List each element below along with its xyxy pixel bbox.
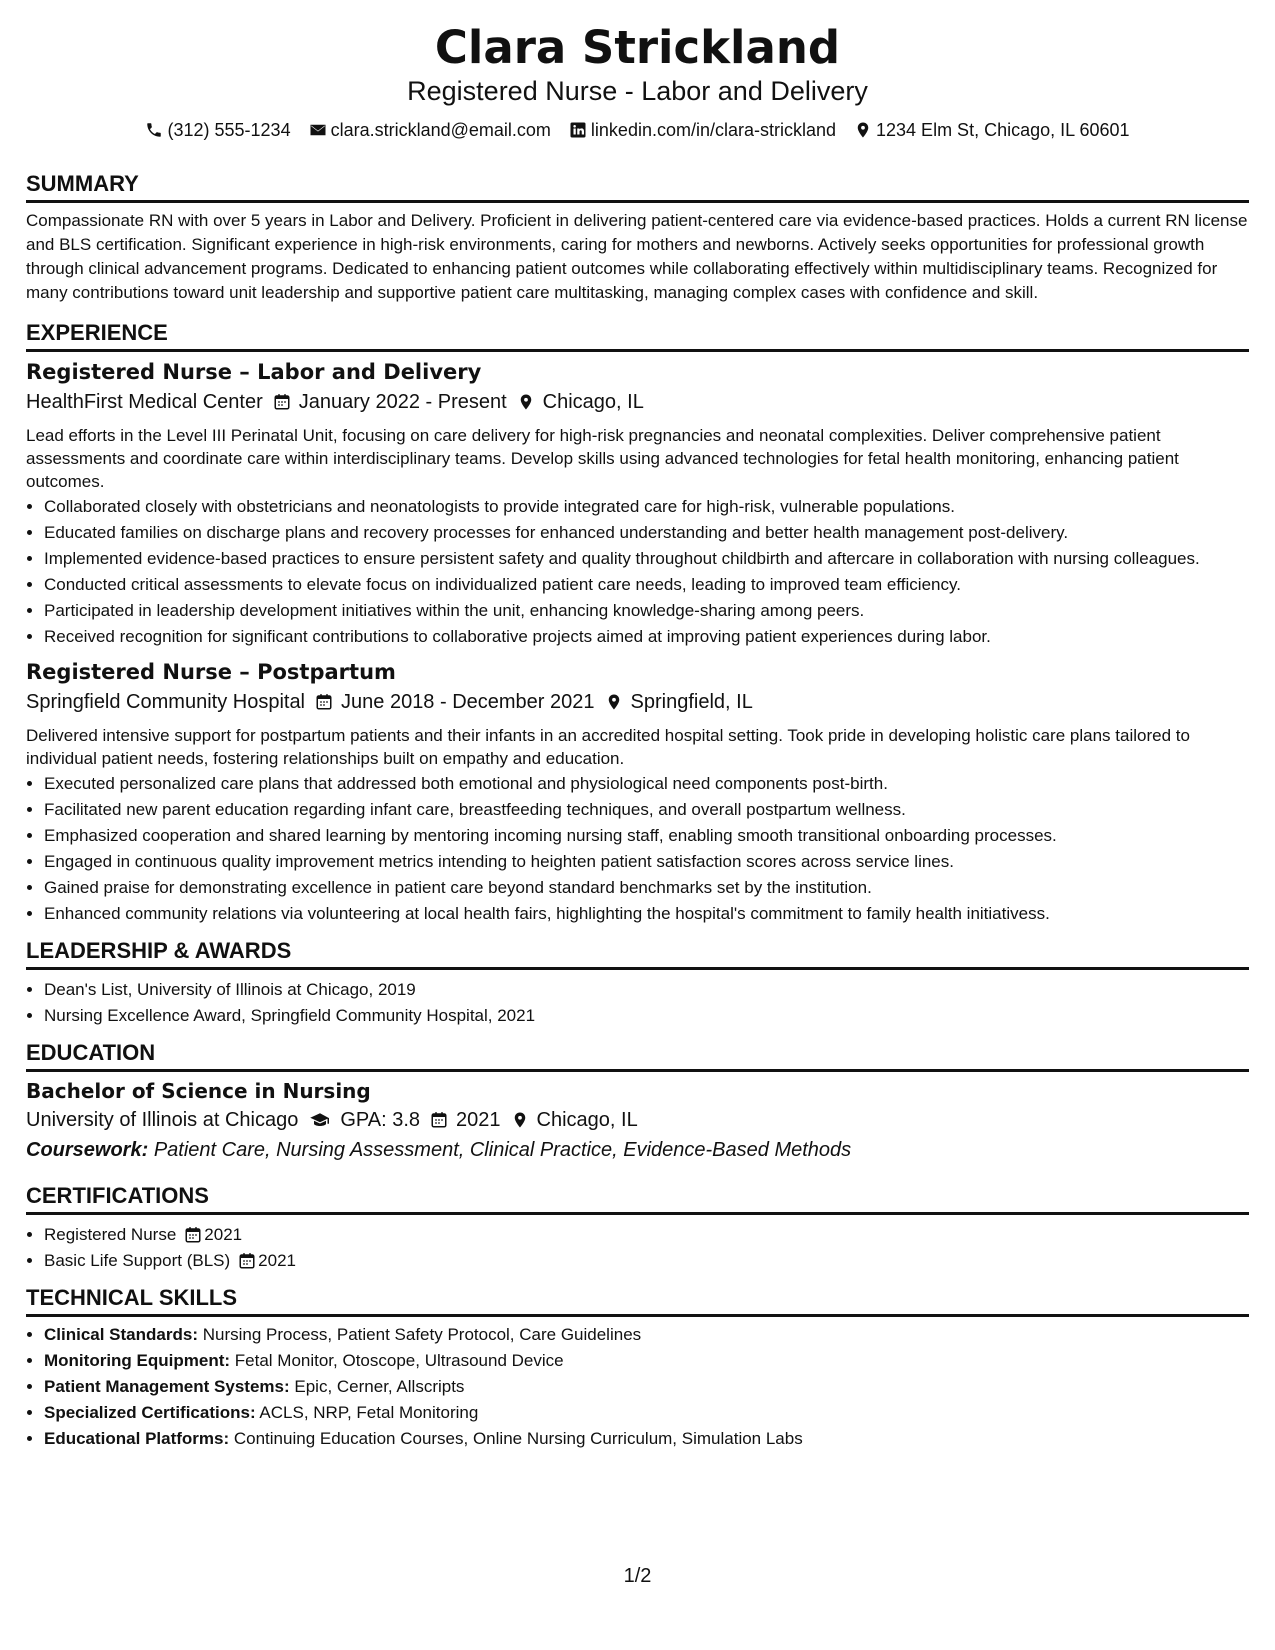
cert-date xyxy=(184,1223,242,1246)
list-item xyxy=(44,1427,1249,1450)
contact-bar xyxy=(26,118,1249,142)
skill-label: Educational Platforms: xyxy=(44,1429,230,1448)
list-item: • Gained praise for demonstrating excellence in patient care beyond standard benchmarks set by the institution. xyxy=(44,876,1249,899)
job-meta xyxy=(26,388,1249,416)
summary-section xyxy=(26,170,1249,305)
envelope-icon xyxy=(309,121,327,139)
list-item: • Educated families on discharge plans and recovery processes for enhanced understanding and better health management post-delivery. xyxy=(44,521,1249,544)
cert-date xyxy=(238,1249,296,1272)
list-item xyxy=(44,1223,1249,1246)
contact-email[interactable] xyxy=(309,118,551,142)
awards-list xyxy=(26,978,1249,1027)
school-name: University of Illinois at Chicago xyxy=(26,1109,299,1131)
skill-value: Nursing Process, Patient Safety Protocol, Care Guidelines xyxy=(202,1325,642,1344)
cert-name: • Registered Nurse xyxy=(44,1225,177,1244)
job-location xyxy=(517,388,644,416)
job-dates xyxy=(273,388,507,416)
experience-section xyxy=(26,319,1249,925)
education-year xyxy=(430,1106,501,1134)
calendar-icon xyxy=(315,693,333,711)
skills-list xyxy=(26,1323,1249,1450)
candidate-name: Clara Strickland xyxy=(434,21,841,74)
job-location xyxy=(605,688,753,716)
skill-value: Epic, Cerner, Allscripts xyxy=(294,1377,465,1396)
job-meta xyxy=(26,688,1249,716)
resume-header xyxy=(26,22,1249,142)
calendar-icon xyxy=(238,1252,256,1270)
map-pin-icon xyxy=(517,393,535,411)
job-entry xyxy=(26,358,1249,648)
coursework-label: Coursework: xyxy=(26,1139,149,1161)
awards-section xyxy=(26,937,1249,1027)
skill-label: Patient Management Systems: xyxy=(44,1377,290,1396)
list-item: • Received recognition for significant contributions to collaborative projects aimed at improving patient experiences during labor. xyxy=(44,625,1249,648)
job-description: Lead efforts in the Level III Perinatal Unit, focusing on care delivery for high-risk pregnancies and neonatal complexities. Deliver comprehensive patient assessments and coordinate care within interdisciplinary teams. Develop skills using advanced technologies for fetal health monitoring, enhancing patient outcomes. xyxy=(26,426,1179,491)
list-item: • Participated in leadership development initiatives within the unit, enhancing knowledge-sharing among peers. xyxy=(44,599,1249,622)
list-item: • Collaborated closely with obstetricians and neonatologists to provide integrated care for high-risk, vulnerable populations. xyxy=(44,495,1249,518)
map-pin-icon xyxy=(511,1111,529,1129)
job-location-text: Springfield, IL xyxy=(630,691,753,713)
phone-icon xyxy=(145,121,163,139)
list-item: • Dean's List, University of Illinois at Chicago, 2019 xyxy=(44,978,1249,1001)
certifications-section xyxy=(26,1182,1249,1272)
calendar-icon xyxy=(184,1226,202,1244)
job-title: Registered Nurse – Labor and Delivery xyxy=(26,360,482,384)
job-bullets xyxy=(26,772,1249,925)
job-bullets xyxy=(26,495,1249,648)
section-title-certifications: CERTIFICATIONS xyxy=(26,1182,1249,1215)
year-text: 2021 xyxy=(456,1109,501,1131)
list-item xyxy=(44,1249,1249,1272)
skill-value: Fetal Monitor, Otoscope, Ultrasound Device xyxy=(234,1351,564,1370)
list-item: • Enhanced community relations via volunteering at local health fairs, highlighting the hospital's commitment to family health initiativess. xyxy=(44,902,1249,925)
cert-year: 2021 xyxy=(204,1225,243,1244)
job-title: Registered Nurse – Postpartum xyxy=(26,660,396,684)
phone-text: (312) 555-1234 xyxy=(167,120,291,140)
graduation-cap-icon xyxy=(308,1111,332,1129)
summary-text: Compassionate RN with over 5 years in Labor and Delivery. Proficient in delivering patient-centered care via evidence-based practices. Holds a current RN license and BLS certification. Significant experience in high-risk environments, caring for mothers and newborns. Actively seeks opportunities for professional growth through clinical advancement programs. Dedicated to enhancing patient outcomes while collaborating effectively within multidisciplinary teams. Recognized for many contributions toward unit leadership and supportive patient care multitasking, managing complex cases with confidence and skill. xyxy=(26,211,1248,302)
contact-address xyxy=(854,118,1130,142)
certifications-list xyxy=(26,1223,1249,1272)
job-dates-text: January 2022 - Present xyxy=(298,391,507,413)
list-item: • Executed personalized care plans that addressed both emotional and physiological need components post-birth. xyxy=(44,772,1249,795)
skill-value: ACLS, NRP, Fetal Monitoring xyxy=(259,1403,479,1422)
skill-label: Specialized Certifications: xyxy=(44,1403,256,1422)
job-entry xyxy=(26,658,1249,925)
skill-label: Monitoring Equipment: xyxy=(44,1351,231,1370)
education-location xyxy=(511,1106,638,1134)
job-location-text: Chicago, IL xyxy=(542,391,644,413)
map-pin-icon xyxy=(854,121,872,139)
list-item: • Engaged in continuous quality improvement metrics intending to heighten patient satisfaction scores across service lines. xyxy=(44,850,1249,873)
calendar-icon xyxy=(273,393,291,411)
linkedin-text: linkedin.com/in/clara-strickland xyxy=(590,120,837,140)
degree-title: Bachelor of Science in Nursing xyxy=(26,1079,371,1103)
job-dates xyxy=(315,688,595,716)
list-item: • Conducted critical assessments to elevate focus on individualized patient care needs, leading to improved team efficiency. xyxy=(44,573,1249,596)
job-company: Springfield Community Hospital xyxy=(26,691,306,713)
section-title-awards: LEADERSHIP & AWARDS xyxy=(26,937,1249,970)
list-item: • Emphasized cooperation and shared learning by mentoring incoming nursing staff, enabling smooth transitional onboarding processes. xyxy=(44,824,1249,847)
cert-name: • Basic Life Support (BLS) xyxy=(44,1251,231,1270)
contact-phone[interactable] xyxy=(145,118,290,142)
cert-year: 2021 xyxy=(258,1251,296,1270)
education-gpa xyxy=(308,1106,420,1134)
section-title-skills: TECHNICAL SKILLS xyxy=(26,1284,1249,1317)
skill-label: Clinical Standards: xyxy=(44,1325,198,1344)
section-title-summary: SUMMARY xyxy=(26,170,1249,203)
list-item xyxy=(44,1349,1249,1372)
linkedin-icon xyxy=(569,121,587,139)
email-text: clara.strickland@email.com xyxy=(330,120,551,140)
candidate-headline: Registered Nurse - Labor and Delivery xyxy=(407,76,868,106)
job-company: HealthFirst Medical Center xyxy=(26,391,263,413)
address-text: 1234 Elm St, Chicago, IL 60601 xyxy=(876,120,1130,140)
location-text: Chicago, IL xyxy=(536,1109,638,1131)
list-item: • Implemented evidence-based practices to ensure persistent safety and quality throughout childbirth and aftercare in collaboration with nursing colleagues. xyxy=(44,547,1249,570)
list-item xyxy=(44,1323,1249,1346)
coursework xyxy=(26,1136,1249,1164)
list-item: • Nursing Excellence Award, Springfield Community Hospital, 2021 xyxy=(44,1004,1249,1027)
job-description: Delivered intensive support for postpartum patients and their infants in an accredited hospital setting. Took pride in developing holistic care plans tailored to individual patient needs, fostering relationships built on empathy and education. xyxy=(26,726,1190,768)
contact-linkedin[interactable] xyxy=(569,118,836,142)
page-number: 1/2 xyxy=(623,1565,652,1587)
gpa-text: GPA: 3.8 xyxy=(340,1109,421,1131)
map-pin-icon xyxy=(605,693,623,711)
education-meta xyxy=(26,1106,1249,1134)
section-title-education: EDUCATION xyxy=(26,1039,1249,1072)
list-item: • Facilitated new parent education regarding infant care, breastfeeding techniques, and overall postpartum wellness. xyxy=(44,798,1249,821)
resume-page xyxy=(26,0,1249,1453)
calendar-icon xyxy=(430,1111,448,1129)
section-title-experience: EXPERIENCE xyxy=(26,319,1249,352)
job-dates-text: June 2018 - December 2021 xyxy=(341,691,595,713)
list-item xyxy=(44,1375,1249,1398)
list-item xyxy=(44,1401,1249,1424)
education-section xyxy=(26,1039,1249,1164)
coursework-text: Patient Care, Nursing Assessment, Clinical Practice, Evidence-Based Methods xyxy=(153,1139,852,1161)
skill-value: Continuing Education Courses, Online Nursing Curriculum, Simulation Labs xyxy=(233,1429,803,1448)
skills-section xyxy=(26,1284,1249,1450)
